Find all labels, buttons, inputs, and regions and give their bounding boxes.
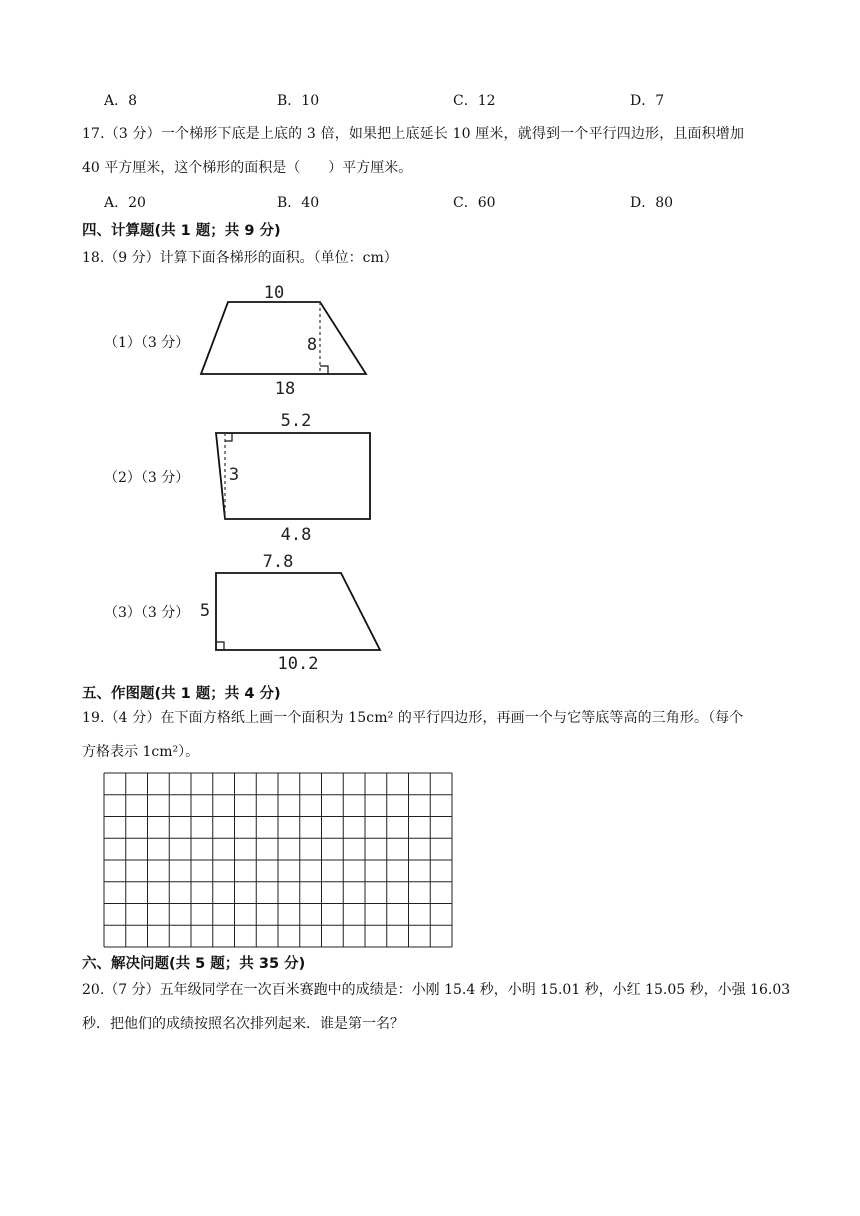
section-title-drawing: 五、作图题(共 1 题；共 4 分): [82, 686, 281, 702]
q16-option-b: B．10: [277, 93, 320, 109]
q18-figure3-height-label: 5: [199, 601, 211, 621]
right-angle-mark: [216, 642, 224, 650]
q18-figure1-height-label: 8: [306, 335, 318, 355]
q17-stem-line1: 17.（3 分）一个梯形下底是上底的 3 倍，如果把上底延长 10 厘米，就得到一个平行四边形，且面积增加: [82, 126, 745, 142]
trapezoid-outline: [201, 302, 366, 374]
q18-figure1-trapezoid: [195, 280, 375, 400]
q16-option-c: C．12: [453, 93, 496, 109]
q17-option-d: D．80: [630, 195, 674, 211]
q19-grid-paper[interactable]: [103, 772, 453, 948]
q18-figure1-label: （1）（3 分）: [104, 335, 190, 351]
q17-option-b: B．40: [277, 195, 320, 211]
q18-figure3-label: （3）（3 分）: [104, 605, 190, 621]
q19-stem-line1: 19.（4 分）在下面方格纸上画一个面积为 15cm² 的平行四边形，再画一个与它等底等高的三角形。（每个: [82, 710, 744, 726]
q18-figure2-bottom-label: 4.8: [280, 525, 312, 545]
q18-figure3-trapezoid: [195, 545, 385, 675]
q18-figure3-top-label: 7.8: [262, 552, 294, 572]
q18-figure2-top-label: 5.2: [280, 411, 312, 431]
trapezoid-outline: [216, 573, 380, 650]
section-title-calculation: 四、计算题(共 1 题；共 9 分): [82, 223, 281, 239]
q18-stem: 18.（9 分）计算下面各梯形的面积。（单位：cm）: [82, 250, 398, 266]
q19-stem-line2: 方格表示 1cm²）。: [82, 744, 200, 760]
q20-stem-line2: 秒．把他们的成绩按照名次排列起来．谁是第一名？: [82, 1016, 404, 1032]
q18-figure2-trapezoid: [205, 405, 380, 545]
q18-figure2-height-label: 3: [228, 465, 240, 485]
q18-figure3-bottom-label: 10.2: [277, 654, 319, 674]
q18-figure1-bottom-label: 18: [274, 379, 296, 399]
q17-option-a: A．20: [104, 195, 146, 211]
section-title-problems: 六、解决问题(共 5 题；共 35 分): [82, 956, 306, 972]
q18-figure1-top-label: 10: [263, 283, 285, 303]
q17-option-c: C．60: [453, 195, 496, 211]
q16-option-a: A．8: [104, 93, 138, 109]
q20-stem-line1: 20.（7 分）五年级同学在一次百米赛跑中的成绩是：小刚 15.4 秒，小明 15.01 秒，小红 15.05 秒，小强 16.03: [82, 982, 791, 998]
q18-figure2-label: （2）（3 分）: [104, 470, 190, 486]
right-angle-mark: [320, 366, 328, 374]
q16-option-d: D．7: [630, 93, 665, 109]
q17-stem-line2: 40 平方厘米，这个梯形的面积是（ ）平方厘米。: [82, 160, 413, 176]
right-angle-mark: [225, 433, 232, 441]
